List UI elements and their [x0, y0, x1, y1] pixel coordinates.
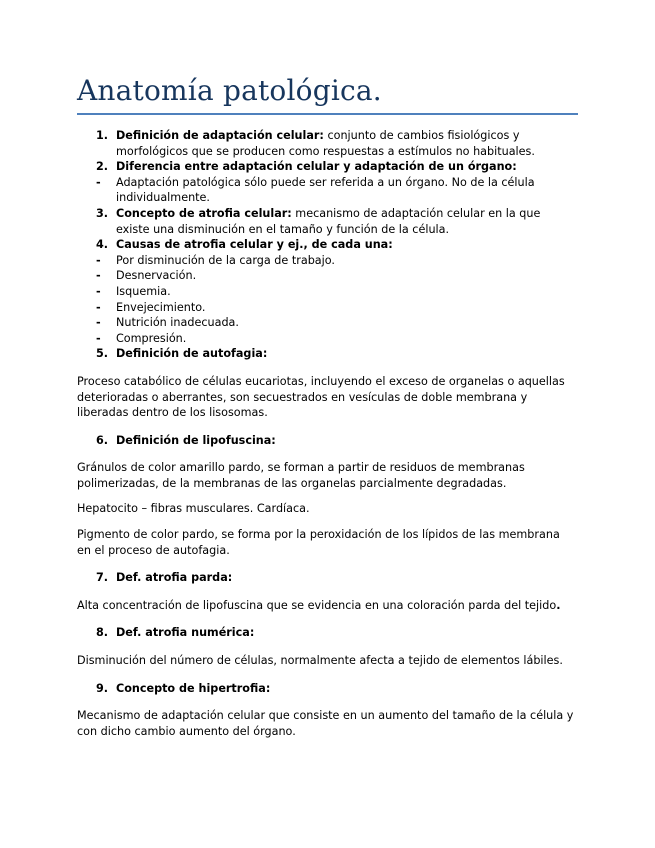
- lipofuscina-paragraph-1: Gránulos de color amarillo pardo, se forman a partir de residuos de membranas polimerizadas, de la membranas de las organelas parcialmente degradadas.: [77, 461, 525, 490]
- bullet-text: Isquemia.: [116, 284, 171, 298]
- atrofia-parda-text: Alta concentración de lipofuscina que se evidencia en una coloración parda del tejido: [77, 598, 557, 612]
- bullet-text: Desnervación.: [116, 269, 197, 283]
- lipofuscina-paragraph-3: Pigmento de color pardo, se forma por la peroxidación de los lípidos de las membrana en el proceso de autofagia.: [77, 528, 560, 557]
- list-item: [77, 206, 577, 237]
- bullet-icon: -: [96, 284, 101, 298]
- list-item: [77, 159, 577, 175]
- lipofuscina-paragraph-2: Hepatocito – fibras musculares. Cardíaca.: [77, 502, 310, 516]
- item-label: Concepto de atrofia celular:: [116, 206, 292, 220]
- bullet-icon: -: [96, 316, 101, 330]
- item-number: 4.: [96, 238, 109, 252]
- item-label: Definición de adaptación celular:: [116, 129, 324, 142]
- list-item: [77, 128, 577, 159]
- bullet-item: [77, 284, 577, 300]
- item-label: Definición de lipofuscina:: [116, 433, 276, 447]
- item-number: 7.: [96, 571, 109, 585]
- item-number: 1.: [96, 129, 109, 142]
- item-number: 2.: [96, 160, 109, 174]
- bullet-text: Envejecimiento.: [116, 300, 206, 314]
- bullet-icon: -: [96, 331, 101, 345]
- page-title: Anatomía patológica.: [77, 74, 382, 107]
- item-label: Def. atrofia parda:: [116, 571, 233, 585]
- item-label: Diferencia entre adaptación celular y adaptación de un órgano:: [116, 160, 517, 174]
- atrofia-parda-paragraph: [77, 598, 577, 614]
- bullet-text: Adaptación patológica sólo puede ser referida a un órgano. No de la célula individualmente.: [116, 175, 535, 205]
- bullet-text: Nutrición inadecuada.: [116, 316, 239, 330]
- bullet-item: [77, 268, 577, 284]
- document-body: [77, 128, 577, 739]
- list-item: [77, 346, 577, 362]
- hipertrofia-paragraph: Mecanismo de adaptación celular que consiste en un aumento del tamaño de la célula y con dicho cambio aumento del órgano.: [77, 709, 574, 738]
- section-heading: [77, 433, 577, 449]
- item-number: 8.: [96, 626, 109, 640]
- atrofia-numerica-paragraph: Disminución del número de células, normalmente afecta a tejido de elementos lábiles.: [77, 654, 563, 668]
- title-underline: [77, 113, 578, 115]
- bullet-text: Compresión.: [116, 331, 187, 345]
- item-label: Causas de atrofia celular y ej., de cada una:: [116, 238, 393, 252]
- item-label: Definición de autofagia:: [116, 347, 268, 361]
- item-number: 3.: [96, 206, 109, 220]
- item-number: 5.: [96, 347, 109, 361]
- item-label: Concepto de hipertrofia:: [116, 681, 271, 695]
- bullet-item: [77, 300, 577, 316]
- bullet-item: [77, 175, 577, 206]
- bullet-icon: -: [96, 269, 101, 283]
- bullet-icon: -: [96, 300, 101, 314]
- bullet-item: [77, 253, 577, 269]
- section-heading: [77, 570, 577, 586]
- bullet-item: [77, 331, 577, 347]
- section-heading: [77, 625, 577, 641]
- bullet-text: Por disminución de la carga de trabajo.: [116, 253, 335, 267]
- bullet-item: [77, 315, 577, 331]
- autofagia-paragraph: Proceso catabólico de células eucariotas, incluyendo el exceso de organelas o aquellas deterioradas o aberrantes, son secuestrados en vesículas de doble membrana y liberadas dentro de los lisosomas.: [77, 374, 565, 420]
- item-number: 9.: [96, 681, 109, 695]
- list-item: [77, 237, 577, 253]
- atrofia-parda-period: .: [556, 598, 561, 612]
- item-label: Def. atrofia numérica:: [116, 626, 255, 640]
- item-number: 6.: [96, 433, 109, 447]
- item-text: mecanismo de adaptación celular en la que existe una disminución en el tamaño y función de la célula.: [116, 206, 541, 236]
- item-text: conjunto de cambios fisiológicos y morfológicos que se producen como respuestas a estímulos no habituales.: [116, 129, 535, 158]
- bullet-icon: -: [96, 253, 101, 267]
- bullet-icon: -: [96, 175, 101, 189]
- section-heading: [77, 681, 577, 697]
